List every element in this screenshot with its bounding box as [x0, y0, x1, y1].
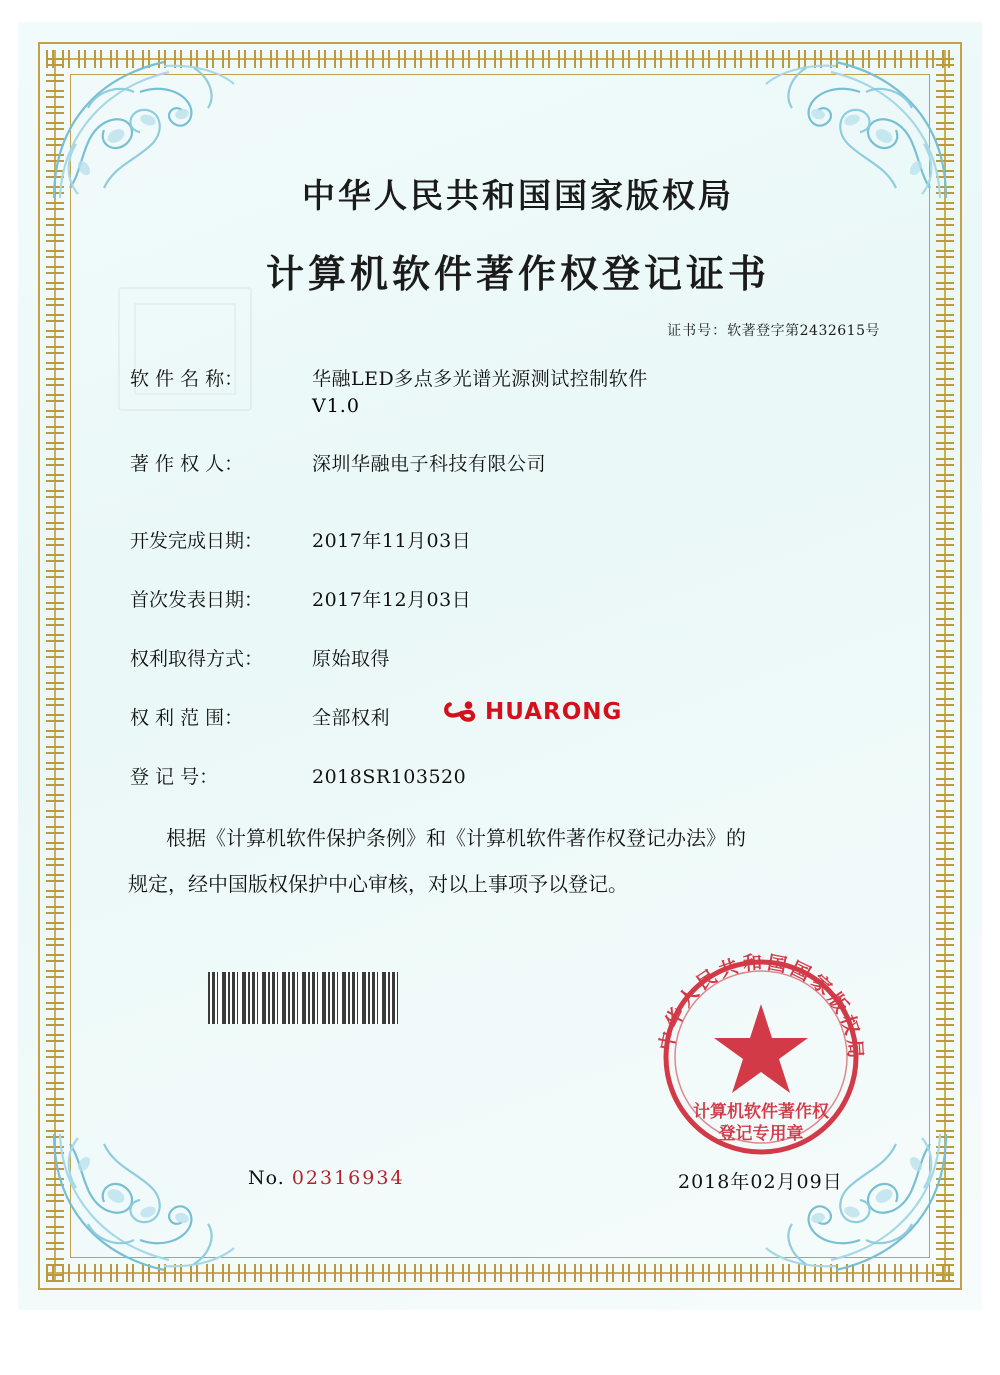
field-label: 开发完成日期： — [130, 530, 264, 552]
field-label: 著 作 权 人： — [130, 453, 244, 475]
field-registration-number — [130, 762, 938, 789]
serial-number-label: No. — [248, 1167, 285, 1189]
field-label: 权 利 范 围： — [130, 707, 244, 729]
field-label: 登 记 号： — [130, 766, 219, 788]
field-software-version: V1.0 — [312, 395, 360, 417]
document-title: 计算机软件著作权登记证书 — [265, 251, 770, 296]
meander-border-left — [46, 50, 64, 1282]
svg-text:登记专用章: 登记专用章 — [718, 1124, 804, 1144]
huarong-logo — [443, 697, 622, 727]
field-development-date — [130, 526, 938, 553]
issue-date: 2018年02月09日 — [678, 1171, 843, 1193]
serial-number — [248, 1167, 405, 1189]
certificate-content — [98, 132, 938, 1252]
field-value: 华融LED多点多光谱光源测试控制软件 — [312, 368, 648, 390]
field-value: 原始取得 — [312, 648, 391, 670]
certificate-frame — [18, 22, 982, 1310]
field-value: 2018SR103520 — [312, 766, 467, 788]
certificate-number-row — [98, 320, 938, 340]
barcode-bars — [208, 972, 398, 1024]
meander-border-top — [46, 50, 954, 68]
official-seal-stamp — [646, 942, 876, 1172]
huarong-logo-mark-icon — [443, 697, 477, 727]
field-label: 权利取得方式： — [130, 648, 264, 670]
serial-number-value: 02316934 — [291, 1167, 405, 1189]
statement-line-1: 根据《计算机软件保护条例》和《计算机软件著作权登记办法》的 — [166, 826, 746, 850]
legal-statement — [98, 815, 938, 907]
svg-text:计算机软件著作权: 计算机软件著作权 — [693, 1102, 829, 1122]
field-value: 全部权利 — [312, 707, 391, 729]
field-acquisition-method — [130, 644, 938, 671]
meander-border-bottom — [46, 1264, 954, 1282]
statement-line-2: 规定，经中国版权保护中心审核，对以上事项予以登记。 — [128, 872, 628, 896]
barcode — [208, 972, 398, 1024]
issuer-title: 中华人民共和国国家版权局 — [302, 176, 734, 215]
field-value: 2017年12月03日 — [312, 589, 472, 611]
field-value: 2017年11月03日 — [312, 530, 472, 552]
certificate-number-value: 软著登字第2432615号 — [727, 323, 880, 339]
svg-text:中华人民共和国国家版权局: 中华人民共和国国家版权局 — [655, 951, 867, 1064]
field-value: 深圳华融电子科技有限公司 — [312, 453, 547, 475]
field-copyright-owner — [130, 449, 938, 476]
field-first-publication-date — [130, 585, 938, 612]
field-software-name — [130, 364, 938, 391]
huarong-logo-text: HUARONG — [485, 699, 623, 725]
field-label: 软 件 名 称： — [130, 368, 244, 390]
certificate-number-label: 证书号： — [667, 323, 728, 339]
meander-border-right — [936, 50, 954, 1282]
field-label: 首次发表日期： — [130, 589, 264, 611]
